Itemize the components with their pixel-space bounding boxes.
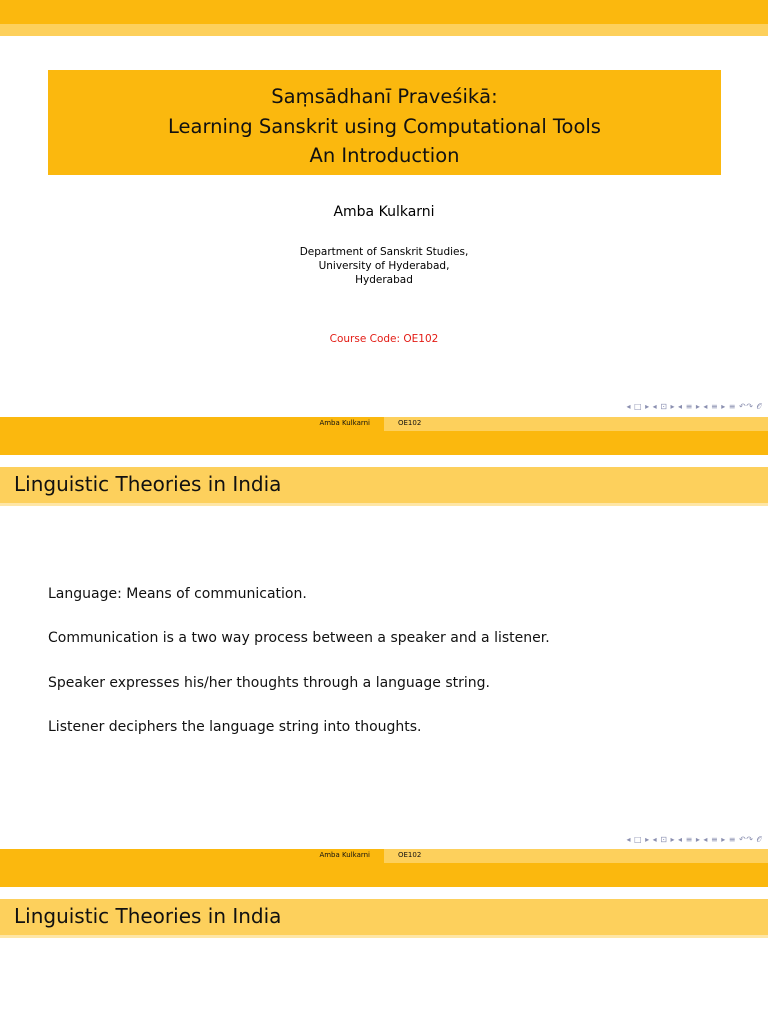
footline-left	[0, 849, 384, 863]
title-line-2: Learning Sanskrit using Computational Tools	[168, 114, 601, 138]
slide2-item-2: Communication is a two way process between a speaker and a listener.	[48, 630, 550, 646]
title-line-3: An Introduction	[309, 144, 460, 167]
slide1-navigation-icons[interactable]: ◂ □ ▸ ◂ ⊡ ▸ ◂ ≡ ▸ ◂ ≡ ▸ ≡ ↶↷ 𝒪	[626, 402, 762, 411]
footline-left	[0, 417, 384, 431]
slide3-frame-title: Linguistic Theories in India	[0, 899, 768, 935]
author-name: Amba Kulkarni	[333, 204, 435, 220]
slide1-top-bar-light	[0, 24, 768, 36]
footline-right	[384, 417, 768, 431]
title-line-1: Saṃsādhanī Praveśikā:	[271, 85, 498, 108]
slide2-item-4: Listener deciphers the language string into thoughts.	[48, 719, 422, 735]
slide1-top-bar	[0, 0, 768, 24]
slide1-bottom-bar	[0, 431, 768, 455]
footline-right	[384, 849, 768, 863]
affiliation	[0, 245, 768, 287]
slide2-bottom-bar	[0, 863, 768, 887]
slide2-frame-title: Linguistic Theories in India	[0, 467, 768, 503]
affiliation-line-1: Department of Sanskrit Studies,	[299, 246, 469, 258]
footline-author: Amba Kulkarni	[319, 419, 370, 427]
slide1-footline	[0, 417, 768, 431]
affiliation-line-2: University of Hyderabad,	[318, 260, 450, 272]
footline-author: Amba Kulkarni	[319, 851, 370, 859]
course-code: Course Code: OE102	[329, 333, 439, 345]
slide2-navigation-icons[interactable]: ◂ □ ▸ ◂ ⊡ ▸ ◂ ≡ ▸ ◂ ≡ ▸ ≡ ↶↷ 𝒪	[626, 835, 762, 844]
slide2-title-shadow	[0, 503, 768, 506]
slide2-item-3: Speaker expresses his/her thoughts through a language string.	[48, 675, 490, 691]
footline-code: OE102	[398, 419, 422, 427]
slide2-item-1: Language: Means of communication.	[48, 586, 307, 602]
slide1-title-block	[48, 70, 721, 175]
slide3-title-shadow	[0, 935, 768, 938]
slide2-footline	[0, 849, 768, 863]
affiliation-line-3: Hyderabad	[355, 274, 413, 286]
footline-code: OE102	[398, 851, 422, 859]
